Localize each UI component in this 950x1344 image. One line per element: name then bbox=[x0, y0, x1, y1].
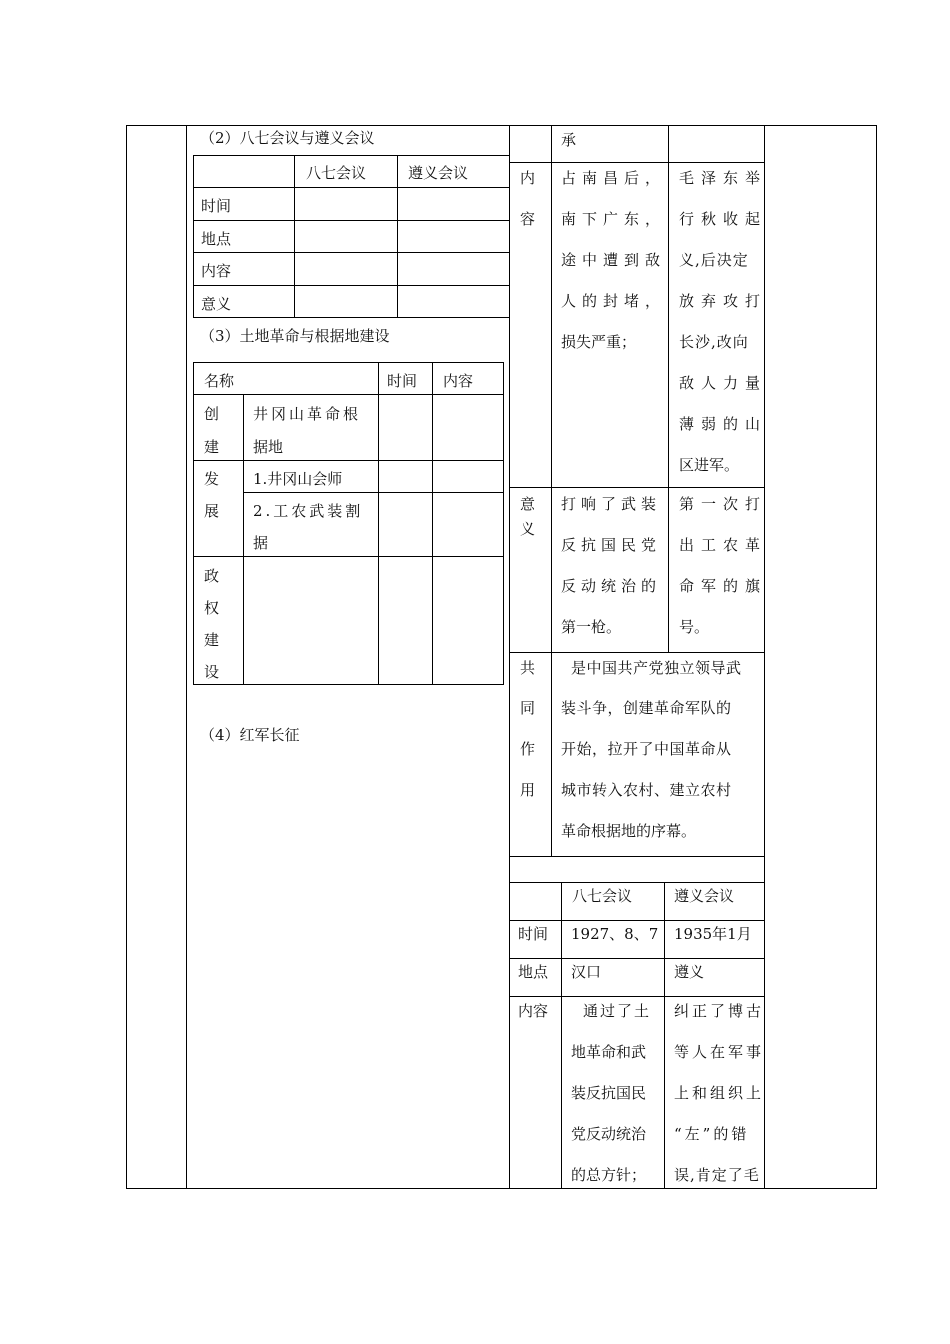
table2-header-time: 时间 bbox=[387, 372, 418, 390]
table3-content-zunyi-clip bbox=[665, 997, 765, 1188]
common-label-3: 作 bbox=[520, 740, 536, 758]
gov-label-4: 设 bbox=[204, 663, 220, 681]
table1-row-meaning: 意义 bbox=[201, 295, 232, 313]
table1-row-time: 时间 bbox=[201, 197, 232, 215]
table1-row-place: 地点 bbox=[201, 230, 232, 248]
common-label-2: 同 bbox=[520, 699, 536, 717]
content-col2-line8: 区进军。 bbox=[679, 456, 740, 474]
meaning-col2-line2: 出工农革 bbox=[679, 536, 768, 554]
content-label-1: 内 bbox=[520, 169, 536, 187]
meaning-col1-line1: 打响了武装 bbox=[561, 495, 662, 513]
content-col2-line4: 放弃攻打 bbox=[679, 292, 768, 310]
outer-right-border bbox=[876, 125, 877, 1189]
table3-content-zunyi-4: “左”的错 bbox=[674, 1125, 750, 1143]
meaning-col2-line1: 第一次打 bbox=[679, 495, 768, 513]
content-col1-line3: 途中遭到敌 bbox=[561, 251, 667, 269]
common-line-3: 开始，拉开了中国革命从 bbox=[561, 740, 732, 758]
gov-label-1: 政 bbox=[204, 567, 220, 585]
content-label-2: 容 bbox=[520, 210, 536, 228]
develop-label-1: 发 bbox=[204, 470, 220, 488]
develop-item-2a: 2.工农武装割 bbox=[253, 502, 364, 520]
table3-place-label: 地点 bbox=[518, 963, 549, 981]
content-col1-line2: 南下广东， bbox=[561, 210, 667, 228]
content-col1-line1: 占南昌后， bbox=[561, 169, 667, 187]
content-col1-line4: 人的封堵， bbox=[561, 292, 667, 310]
table2-header-name: 名称 bbox=[204, 372, 235, 390]
content-col2-line5: 长沙,改向 bbox=[679, 333, 749, 351]
col-divider-1 bbox=[186, 125, 187, 1189]
content-col2-line2: 行秋收起 bbox=[679, 210, 768, 228]
common-label-1: 共 bbox=[520, 659, 536, 677]
table3-time-87: 1927、8、7 bbox=[571, 925, 659, 943]
create-label-2: 建 bbox=[204, 438, 220, 456]
table1-row-content: 内容 bbox=[201, 262, 232, 280]
top-cell-text: 承 bbox=[561, 131, 577, 149]
content-col2-line1: 毛泽东举 bbox=[679, 169, 768, 187]
common-line-1: 是中国共产党独立领导武 bbox=[571, 659, 742, 677]
content-col2-line7: 薄弱的山 bbox=[679, 415, 768, 433]
develop-item-1: 1.井冈山会师 bbox=[253, 470, 343, 488]
table3-header-87: 八七会议 bbox=[572, 887, 633, 905]
meaning-col1-line2: 反抗国民党 bbox=[561, 536, 662, 554]
section4-title: （4）红军长征 bbox=[200, 726, 300, 744]
table1-header-zunyi: 遵义会议 bbox=[408, 164, 469, 182]
table3-place-87: 汉口 bbox=[571, 963, 602, 981]
content-col2-line3: 义,后决定 bbox=[679, 251, 749, 269]
develop-item-2b: 据 bbox=[253, 534, 269, 552]
create-text-2: 据地 bbox=[253, 438, 284, 456]
common-line-4: 城市转入农村、建立农村 bbox=[561, 781, 732, 799]
table3-content-87-1: 通过了土 bbox=[583, 1002, 652, 1020]
gov-label-3: 建 bbox=[204, 631, 220, 649]
create-label-1: 创 bbox=[204, 405, 220, 423]
common-label-4: 用 bbox=[520, 781, 536, 799]
meaning-col2-line3: 命军的旗 bbox=[679, 577, 768, 595]
develop-label-2: 展 bbox=[204, 502, 220, 520]
table1-header-87: 八七会议 bbox=[306, 164, 367, 182]
meaning-label-2: 义 bbox=[520, 520, 536, 538]
table3-content-label: 内容 bbox=[518, 1002, 549, 1020]
gov-label-2: 权 bbox=[204, 599, 220, 617]
table3-time-label: 时间 bbox=[518, 925, 549, 943]
common-line-2: 装斗争，创建革命军队的 bbox=[561, 699, 732, 717]
table3-content-87-2: 地革命和武 bbox=[571, 1043, 647, 1061]
meaning-col1-line3: 反动统治的 bbox=[561, 577, 662, 595]
table3-content-87-3: 装反抗国民 bbox=[571, 1084, 647, 1102]
content-col1-line5: 损失严重； bbox=[561, 333, 637, 351]
table3-content-87-5: 的总方针； bbox=[571, 1166, 647, 1184]
table3-content-87-4: 党反动统治 bbox=[571, 1125, 647, 1143]
section2-title: （2）八七会议与遵义会议 bbox=[200, 129, 375, 147]
table3-header-zunyi: 遵义会议 bbox=[674, 887, 735, 905]
meaning-label-1: 意 bbox=[520, 495, 536, 513]
content-col2-line6: 敌人力量 bbox=[679, 374, 768, 392]
outer-left-border bbox=[126, 125, 127, 1189]
table3-content-zunyi-3: 上和组织上 bbox=[674, 1084, 765, 1102]
meaning-col2-line4: 号。 bbox=[679, 618, 710, 636]
table3-place-zunyi: 遵义 bbox=[674, 963, 705, 981]
create-text-1: 井冈山革命根 bbox=[253, 405, 362, 423]
table3-content-zunyi-1: 纠正了博古 bbox=[674, 1002, 765, 1020]
section3-title: （3）土地革命与根据地建设 bbox=[200, 327, 390, 345]
table2-header-content: 内容 bbox=[443, 372, 474, 390]
table3-time-zunyi: 1935年1月 bbox=[674, 925, 752, 943]
table3-content-zunyi-2: 等人在军事 bbox=[674, 1043, 765, 1061]
meaning-col1-line4: 第一枪。 bbox=[561, 618, 622, 636]
common-line-5: 革命根据地的序幕。 bbox=[561, 822, 697, 840]
table3-content-zunyi-5: 误,肯定了毛 bbox=[674, 1166, 760, 1184]
